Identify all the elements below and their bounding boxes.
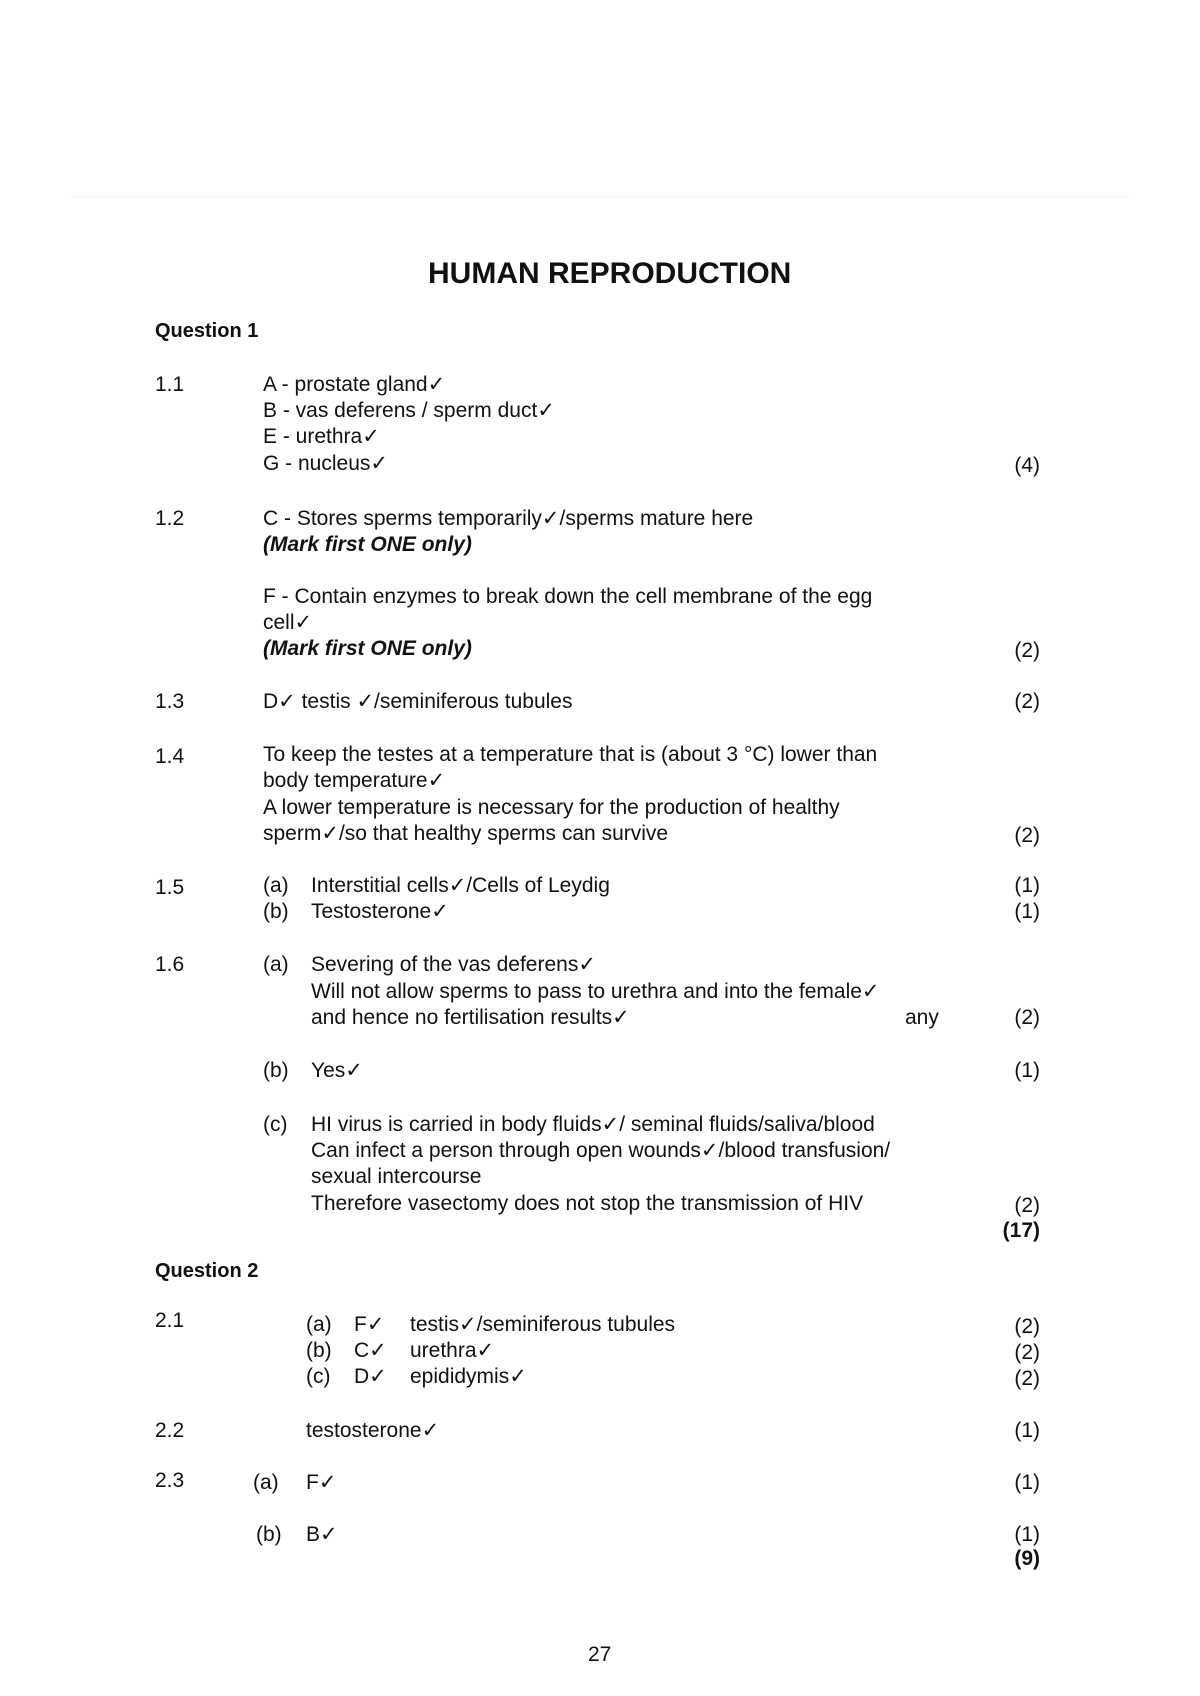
answer-line: testosterone✓ <box>306 1419 440 1442</box>
mark-allocation: (2) <box>1014 1194 1040 1217</box>
marking-note: (Mark first ONE only) <box>263 637 472 660</box>
item-number: 1.1 <box>155 373 185 396</box>
answer-line: B - vas deferens / sperm duct✓ <box>263 399 555 422</box>
question-1-heading: Question 1 <box>155 320 259 342</box>
item-number: 1.4 <box>155 745 185 768</box>
mark-allocation: (2) <box>1014 1006 1040 1029</box>
page-number: 27 <box>588 1643 612 1666</box>
question-total: (9) <box>1014 1547 1040 1570</box>
item-number: 1.2 <box>155 507 185 530</box>
any-note: any <box>905 1006 939 1029</box>
answer-line: A - prostate gland✓ <box>263 373 446 396</box>
answer-line: testis✓/seminiferous tubules <box>410 1313 676 1336</box>
question-2-heading: Question 2 <box>155 1260 259 1282</box>
answer-line: sexual intercourse <box>311 1165 482 1188</box>
item-number: 2.1 <box>155 1309 185 1332</box>
mark-allocation: (2) <box>1014 690 1040 713</box>
mark-allocation: (2) <box>1014 824 1040 847</box>
marking-note: (Mark first ONE only) <box>263 533 472 556</box>
sub-item-label: (a) <box>263 874 289 897</box>
mark-allocation: (2) <box>1014 1315 1040 1338</box>
answer-line: E - urethra✓ <box>263 425 380 448</box>
answer-line: Interstitial cells✓/Cells of Leydig <box>311 874 610 897</box>
answer-line: urethra✓ <box>410 1339 495 1362</box>
answer-line: cell✓ <box>263 611 313 634</box>
answer-line: B✓ <box>306 1523 338 1546</box>
item-number: 2.3 <box>155 1469 185 1492</box>
mark-allocation: (1) <box>1014 900 1040 923</box>
answer-line: To keep the testes at a temperature that is (about 3 °C) lower than <box>263 743 878 766</box>
mark-allocation: (1) <box>1014 874 1040 897</box>
mark-allocation: (4) <box>1014 454 1040 477</box>
answer-line: F - Contain enzymes to break down the cell membrane of the egg <box>263 585 873 608</box>
item-number: 1.3 <box>155 690 185 713</box>
answer-key: F✓ <box>354 1313 385 1336</box>
sub-item-label: (b) <box>306 1339 332 1362</box>
answer-line: sperm✓/so that healthy sperms can survive <box>263 822 669 845</box>
answer-line: C - Stores sperms temporarily✓/sperms mature here <box>263 507 754 530</box>
answer-line: Will not allow sperms to pass to urethra and into the female✓ <box>311 980 880 1003</box>
mark-allocation: (1) <box>1014 1419 1040 1442</box>
mark-allocation: (1) <box>1014 1471 1040 1494</box>
answer-line: epididymis✓ <box>410 1365 527 1388</box>
answer-key: C✓ <box>354 1339 387 1362</box>
answer-line: and hence no fertilisation results✓ <box>311 1006 630 1029</box>
mark-allocation: (2) <box>1014 1341 1040 1364</box>
page-title: HUMAN REPRODUCTION <box>428 257 792 290</box>
question-total: (17) <box>1002 1219 1040 1242</box>
sub-item-label: (b) <box>263 1059 289 1082</box>
sub-item-label: (c) <box>263 1113 288 1136</box>
sub-item-label: (b) <box>256 1523 282 1546</box>
sub-item-label: (a) <box>263 953 289 976</box>
header-rule <box>70 196 1130 197</box>
answer-line: Therefore vasectomy does not stop the transmission of HIV <box>311 1192 864 1215</box>
sub-item-label: (a) <box>306 1313 332 1336</box>
mark-allocation: (2) <box>1014 639 1040 662</box>
item-number: 1.5 <box>155 876 185 899</box>
answer-line: D✓ testis ✓/seminiferous tubules <box>263 690 573 713</box>
answer-line: Severing of the vas deferens✓ <box>311 953 596 976</box>
answer-line: Can infect a person through open wounds✓/blood transfusion/ <box>311 1139 891 1162</box>
answer-line: Yes✓ <box>311 1059 363 1082</box>
sub-item-label: (a) <box>253 1471 279 1494</box>
answer-line: HI virus is carried in body fluids✓/ seminal fluids/saliva/blood <box>311 1113 875 1136</box>
sub-item-label: (c) <box>306 1365 331 1388</box>
item-number: 2.2 <box>155 1419 185 1442</box>
sub-item-label: (b) <box>263 900 289 923</box>
mark-allocation: (2) <box>1014 1367 1040 1390</box>
answer-line: F✓ <box>306 1471 337 1494</box>
answer-line: body temperature✓ <box>263 769 446 792</box>
mark-allocation: (1) <box>1014 1059 1040 1082</box>
item-number: 1.6 <box>155 953 185 976</box>
mark-allocation: (1) <box>1014 1523 1040 1546</box>
answer-key: D✓ <box>354 1365 387 1388</box>
answer-line: G - nucleus✓ <box>263 452 388 475</box>
answer-line: A lower temperature is necessary for the production of healthy <box>263 796 840 819</box>
answer-line: Testosterone✓ <box>311 900 449 923</box>
